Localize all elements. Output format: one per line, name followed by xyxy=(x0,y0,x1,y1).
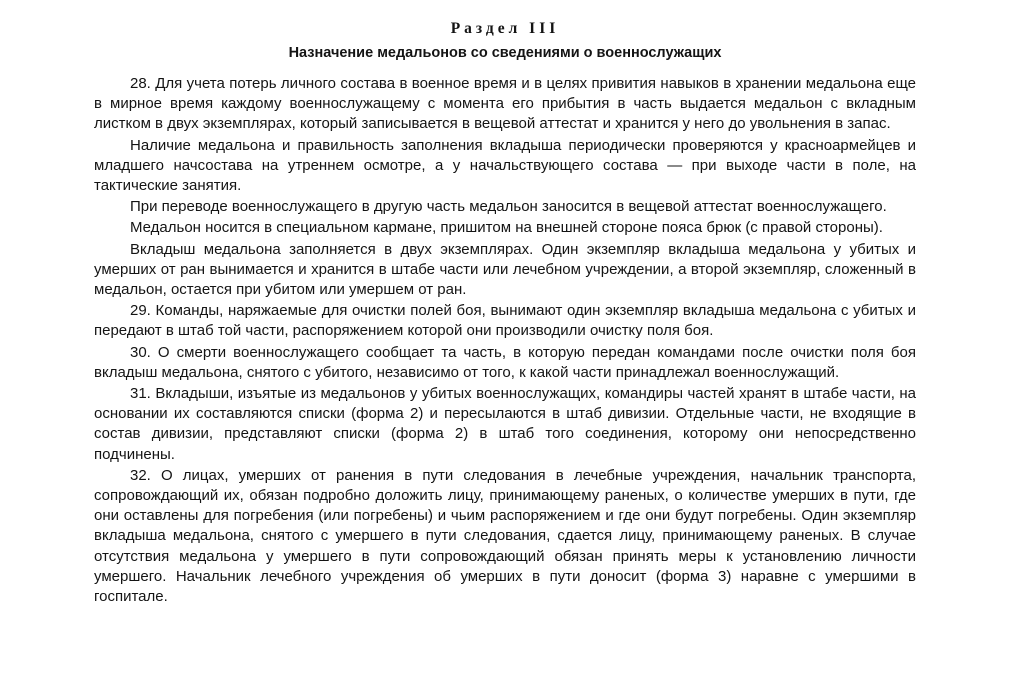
document-body xyxy=(94,74,916,607)
paragraph-28-pocket: Медальон носится в специальном кармане, пришитом на внешней стороне пояса брюк (с правой стороны). xyxy=(130,219,883,237)
paragraph-31: 31. Вкладыши, изъятые из медальонов у убитых военнослужащих, командиры частей хранят в штабе части, на основании их составляются списки (форма 2) и пересылаются в штаб дивизии. Отдельные части, не входящие в состав дивизии, представляют списки (форма 2) в штаб того соединения, которому они непосредственно подчинены. xyxy=(94,385,916,463)
paragraph-30: 30. О смерти военнослужащего сообщает та часть, в которую передан командами после очистки поля боя вкладыш медальона, снятого с убитого, независимо от того, к какой части принадлежал военнослужащий. xyxy=(94,343,916,381)
paragraph-28-transfer: При переводе военнослужащего в другую часть медальон заносится в вещевой аттестат военнослужащего. xyxy=(130,198,887,216)
paragraph-32: 32. О лицах, умерших от ранения в пути следования в лечебные учреждения, начальник транспорта, сопровождающий их, обязан подробно доложить лицу, принимающему раненых, о количестве умерших в пути, где они оставлены для погребения (или погребены) и чьим распоряжением и где они будут погребены. Один экземпляр вкладыша медальона, снятого с умершего в пути следования, сдается лицу, принимающему раненых. В случае отсутствия медальона у умершего в пути сопровождающий обязан принять меры к установлению личности умершего. Начальник лечебного учреждения об умерших в пути доносит (форма 3) наравне с умершими в госпитале. xyxy=(94,466,916,606)
paragraph-28-inspection: Наличие медальона и правильность заполнения вкладыша периодически проверяются у красноармейцев и младшего начсостава на утреннем осмотре, а у начальствующего состава — при выходе части в поле, на тактические занятия. xyxy=(94,136,916,195)
paragraph-28-insert: Вкладыш медальона заполняется в двух экземплярах. Один экземпляр вкладыша медальона у убитых и умерших от ран вынимается и хранится в штабе части или лечебном учреждении, а второй экземпляр, сложенный в медальон, остается при убитом или умершем от ран. xyxy=(94,240,916,299)
section-header: Раздел III xyxy=(450,20,560,37)
section-title: Назначение медальонов со сведениями о военнослужащих xyxy=(288,45,722,61)
paragraph-28-intro: 28. Для учета потерь личного состава в военное время и в целях привития навыков в хранении медальона еще в мирное время каждому военнослужащему с момента его прибытия в часть выдается медальон с вкладным листком в двух экземплярах, который записывается в вещевой аттестат и хранится у него до увольнения в запас. xyxy=(94,75,916,133)
paragraph-29: 29. Команды, наряжаемые для очистки полей боя, вынимают один экземпляр вкладыша медальона с убитых и передают в штаб той части, распоряжением которой они производили очистку поля боя. xyxy=(94,302,916,340)
document-page xyxy=(94,18,916,608)
